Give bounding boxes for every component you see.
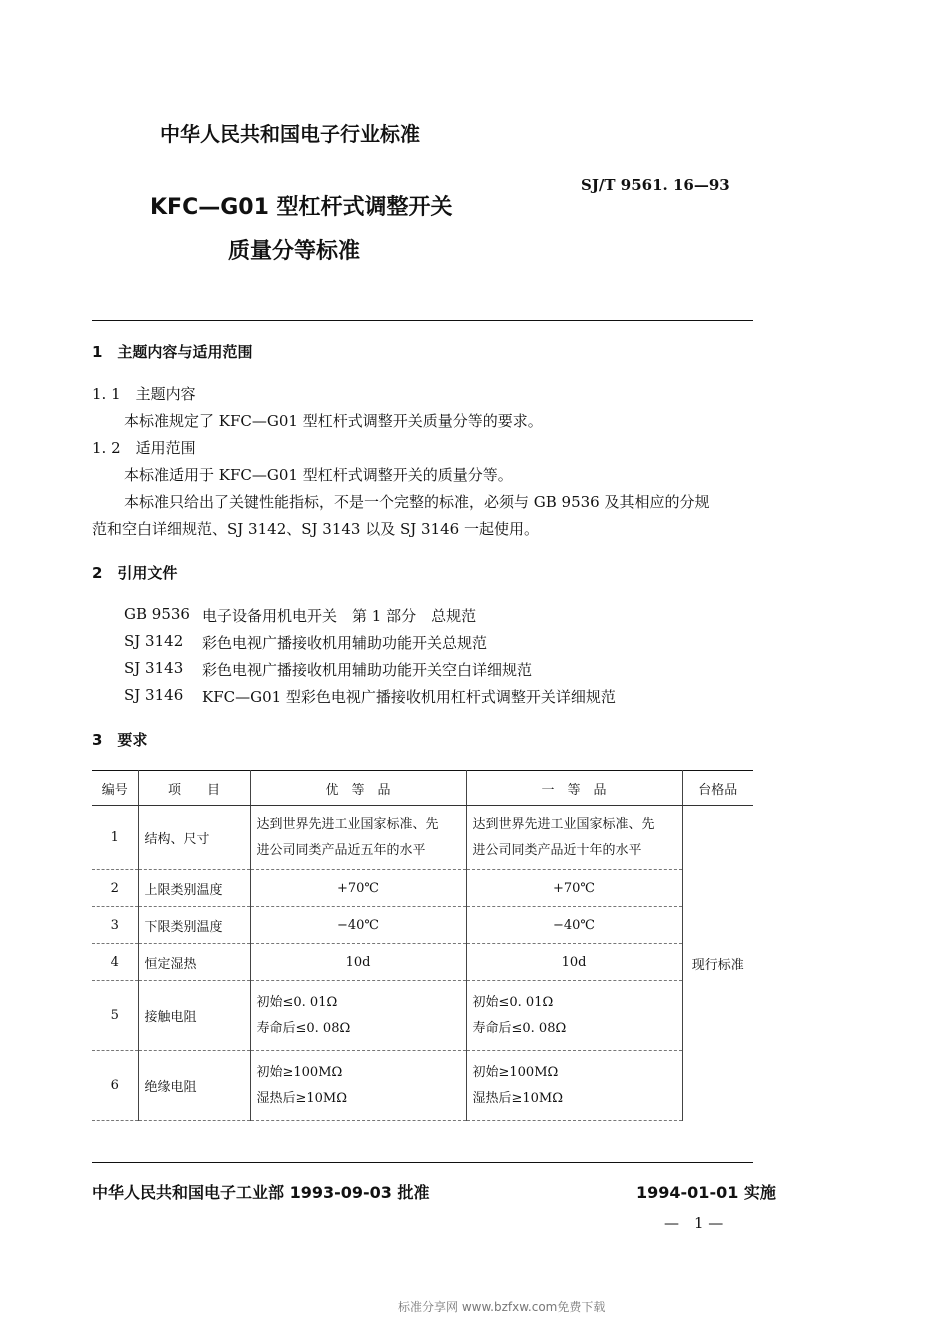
- row-item: 结构、尺寸: [138, 806, 250, 870]
- table-row: [92, 870, 753, 907]
- row-first: −40℃: [466, 907, 682, 944]
- row-no: 4: [92, 944, 138, 981]
- row-superior: −40℃: [250, 907, 466, 944]
- reference-title: 彩色电视广播接收机用辅助功能开关总规范: [202, 634, 488, 652]
- cell-line: 初始≥100MΩ: [256, 1064, 343, 1080]
- row-no: 6: [92, 1051, 138, 1121]
- page-number: — 1 —: [664, 1214, 724, 1232]
- table-row: [92, 1051, 753, 1121]
- row-superior: [250, 806, 466, 870]
- section-1-2-text1: 本标准适用于 KFC—G01 型杠杆式调整开关的质量分等。: [124, 466, 513, 484]
- watermark-text: 标准分享网 www.bzfxw.com免费下载: [398, 1300, 606, 1314]
- cell-line: 寿命后≤0. 08Ω: [256, 1020, 351, 1036]
- row-item: 上限类别温度: [138, 870, 250, 907]
- section-1-1-heading: 1. 1 主题内容: [92, 385, 196, 403]
- reference-code: SJ 3142: [124, 632, 184, 650]
- row-first: [466, 981, 682, 1051]
- cell-line: 达到世界先进工业国家标准、先: [472, 816, 655, 832]
- row-no: 2: [92, 870, 138, 907]
- reference-title: 彩色电视广播接收机用辅助功能开关空白详细规范: [202, 661, 533, 679]
- header-divider: [92, 320, 753, 321]
- approval-text: 中华人民共和国电子工业部 1993-09-03 批准: [92, 1183, 430, 1202]
- document-title-line1: KFC—G01 型杠杆式调整开关: [150, 195, 453, 220]
- section-2-heading: 2 引用文件: [92, 564, 178, 582]
- section-1-1-text: 本标准规定了 KFC—G01 型杠杆式调整开关质量分等的要求。: [124, 412, 543, 430]
- section-1-2-heading: 1. 2 适用范围: [92, 439, 196, 457]
- cell-line: 进公司同类产品近十年的水平: [472, 842, 642, 858]
- section-1-heading: 1 主题内容与适用范围: [92, 343, 253, 361]
- reference-code: SJ 3143: [124, 659, 184, 677]
- row-superior: 10d: [250, 944, 466, 981]
- section-3-heading: 3 要求: [92, 731, 148, 749]
- cell-line: 初始≤0. 01Ω: [472, 994, 554, 1010]
- document-title-line2: 质量分等标准: [228, 239, 361, 264]
- row-superior: [250, 981, 466, 1051]
- reference-title: KFC—G01 型彩色电视广播接收机用杠杆式调整开关详细规范: [202, 688, 616, 706]
- row-no: 5: [92, 981, 138, 1051]
- reference-code: SJ 3146: [124, 686, 184, 704]
- cell-line: 进公司同类产品近五年的水平: [256, 842, 426, 858]
- cell-line: 达到世界先进工业国家标准、先: [256, 816, 439, 832]
- effective-date: 1994-01-01 实施: [636, 1183, 776, 1202]
- row-no: 1: [92, 806, 138, 870]
- row-qualified: 现行标准: [682, 806, 753, 1121]
- row-no: 3: [92, 907, 138, 944]
- table-header-row: [92, 771, 753, 806]
- cell-line: 湿热后≥10MΩ: [472, 1090, 564, 1106]
- row-item: 接触电阻: [138, 981, 250, 1051]
- row-first: [466, 1051, 682, 1121]
- row-item: 恒定湿热: [138, 944, 250, 981]
- table-row: [92, 907, 753, 944]
- row-first: 10d: [466, 944, 682, 981]
- row-superior: [250, 1051, 466, 1121]
- section-1-2-text2a: 本标准只给出了关键性能指标，不是一个完整的标准，必须与 GB 9536 及其相应的分规: [124, 493, 710, 511]
- col-header-first: 一 等 品: [466, 771, 682, 806]
- row-first: [466, 806, 682, 870]
- requirements-table: [92, 770, 753, 1121]
- table-row: [92, 806, 753, 870]
- cell-line: 初始≥100MΩ: [472, 1064, 559, 1080]
- col-header-superior: 优 等 品: [250, 771, 466, 806]
- footer-divider: [92, 1162, 753, 1163]
- col-header-qualified: 台格品: [682, 771, 753, 806]
- section-1-2-text2b: 范和空白详细规范、SJ 3142、SJ 3143 以及 SJ 3146 一起使用。: [92, 520, 539, 538]
- reference-code: GB 9536: [124, 605, 190, 623]
- col-header-no: 编号: [92, 771, 138, 806]
- row-item: 下限类别温度: [138, 907, 250, 944]
- standard-code: SJ/T 9561. 16—93: [581, 176, 730, 194]
- cell-line: 初始≤0. 01Ω: [256, 994, 338, 1010]
- row-first: +70℃: [466, 870, 682, 907]
- table-row: [92, 944, 753, 981]
- cell-line: 湿热后≥10MΩ: [256, 1090, 348, 1106]
- row-item: 绝缘电阻: [138, 1051, 250, 1121]
- col-header-item: 项 目: [138, 771, 250, 806]
- reference-title: 电子设备用机电开关 第 1 部分 总规范: [202, 607, 477, 625]
- table-row: [92, 981, 753, 1051]
- cell-line: 寿命后≤0. 08Ω: [472, 1020, 567, 1036]
- issuer-title: 中华人民共和国电子行业标准: [160, 122, 420, 146]
- row-superior: +70℃: [250, 870, 466, 907]
